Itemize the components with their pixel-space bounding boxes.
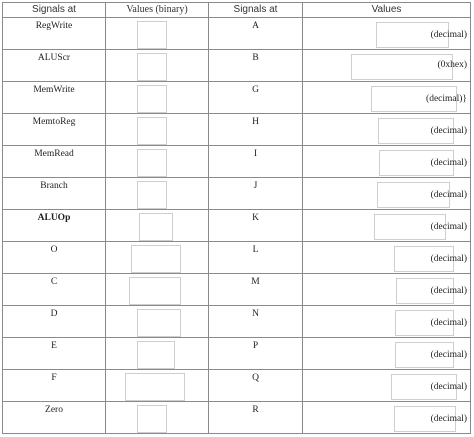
table-row — [3, 210, 471, 242]
signal-name-cell — [3, 18, 106, 50]
signal-name: Branch — [40, 181, 68, 191]
signal-letter-cell — [209, 18, 303, 50]
signal-letter: H — [252, 117, 259, 127]
signal-name-cell — [3, 50, 106, 82]
value-unit-label: (decimal) — [430, 254, 467, 264]
value-cell — [303, 146, 471, 178]
table-row — [3, 18, 471, 50]
value-unit-label: (decimal) — [430, 158, 467, 168]
value-cell — [303, 402, 471, 434]
signal-letter-cell — [209, 242, 303, 274]
binary-value-input[interactable] — [137, 21, 167, 49]
value-unit-label: (decimal) — [430, 382, 467, 392]
value-cell — [303, 210, 471, 242]
binary-value-input[interactable] — [137, 309, 181, 337]
signal-name: MemtoReg — [32, 117, 76, 127]
value-unit-label: (decimal) — [430, 126, 467, 136]
value-unit-label: (decimal) — [430, 414, 467, 424]
binary-value-cell — [106, 210, 209, 242]
binary-value-input[interactable] — [137, 85, 167, 113]
signal-name: ALUScr — [37, 53, 71, 63]
signal-name: O — [50, 245, 58, 255]
binary-value-input[interactable] — [131, 245, 181, 273]
binary-value-input[interactable] — [139, 213, 173, 241]
value-cell — [303, 82, 471, 114]
value-unit-label: (decimal) — [430, 286, 467, 296]
signal-name-cell — [3, 402, 106, 434]
value-cell — [303, 306, 471, 338]
binary-value-input[interactable] — [137, 117, 167, 145]
binary-value-cell — [106, 50, 209, 82]
binary-value-input[interactable] — [125, 373, 185, 401]
signal-name: F — [51, 373, 57, 383]
signal-name: D — [50, 309, 58, 319]
value-unit-label: (decimal) — [430, 318, 467, 328]
signal-name: MemRead — [34, 149, 74, 159]
signal-name-cell — [3, 306, 106, 338]
table-row — [3, 114, 471, 146]
value-unit-label: (decimal)} — [426, 94, 467, 104]
value-cell — [303, 274, 471, 306]
table-row — [3, 274, 471, 306]
signal-name: C — [50, 277, 58, 287]
header-signals-at-right: Signals at — [209, 3, 303, 18]
signal-letter: Q — [252, 373, 259, 383]
signal-name-cell — [3, 370, 106, 402]
table-row — [3, 338, 471, 370]
signal-letter-cell — [209, 210, 303, 242]
binary-value-cell — [106, 18, 209, 50]
table-row — [3, 402, 471, 434]
signal-name: ALUOp — [37, 213, 71, 223]
signal-letter: N — [252, 309, 259, 319]
value-unit-label: (decimal) — [430, 30, 467, 40]
signal-name: MemWrite — [33, 85, 75, 95]
value-cell — [303, 50, 471, 82]
signal-letter: B — [252, 53, 259, 63]
signal-name-cell — [3, 338, 106, 370]
signal-name: E — [51, 341, 57, 351]
value-unit-label: (0xhex) — [437, 60, 467, 70]
signal-name-cell — [3, 146, 106, 178]
signal-letter-cell — [209, 370, 303, 402]
header-row — [3, 3, 471, 18]
signal-letter: M — [251, 277, 260, 287]
signal-name: RegWrite — [35, 21, 73, 31]
signal-letter: I — [253, 149, 258, 159]
binary-value-cell — [106, 114, 209, 146]
signal-name-cell — [3, 114, 106, 146]
value-cell — [303, 370, 471, 402]
binary-value-cell — [106, 306, 209, 338]
signal-name-cell — [3, 274, 106, 306]
binary-value-input[interactable] — [137, 53, 167, 81]
table-row — [3, 370, 471, 402]
signal-letter-cell — [209, 82, 303, 114]
header-values-binary: Values (binary) — [106, 3, 209, 18]
signal-letter: K — [252, 213, 259, 223]
signal-letter-cell — [209, 178, 303, 210]
table-row — [3, 306, 471, 338]
signal-name-cell — [3, 210, 106, 242]
table-row — [3, 146, 471, 178]
table-row — [3, 178, 471, 210]
signal-letter: G — [252, 85, 259, 95]
binary-value-cell — [106, 178, 209, 210]
value-cell — [303, 114, 471, 146]
binary-value-input[interactable] — [129, 277, 181, 305]
value-cell — [303, 178, 471, 210]
binary-value-cell — [106, 82, 209, 114]
binary-value-cell — [106, 274, 209, 306]
table-row — [3, 82, 471, 114]
value-unit-label: (decimal) — [430, 350, 467, 360]
signal-letter-cell — [209, 114, 303, 146]
binary-value-cell — [106, 338, 209, 370]
signal-letter-cell — [209, 274, 303, 306]
signal-letter: A — [252, 21, 259, 31]
signal-letter-cell — [209, 338, 303, 370]
binary-value-input[interactable] — [137, 405, 167, 433]
table-row — [3, 50, 471, 82]
binary-value-cell — [106, 370, 209, 402]
value-cell — [303, 338, 471, 370]
binary-value-cell — [106, 402, 209, 434]
header-signals-at-left: Signals at — [3, 3, 106, 18]
signal-letter-cell — [209, 306, 303, 338]
signal-letter-cell — [209, 146, 303, 178]
binary-value-input[interactable] — [137, 181, 167, 209]
signal-name-cell — [3, 242, 106, 274]
signals-table — [2, 2, 471, 434]
table-row — [3, 242, 471, 274]
signal-name-cell — [3, 82, 106, 114]
value-cell — [303, 18, 471, 50]
signal-name-cell — [3, 178, 106, 210]
value-unit-label: (decimal) — [430, 222, 467, 232]
signal-letter: J — [253, 181, 258, 191]
signal-letter: R — [252, 405, 259, 415]
header-values: Values — [303, 3, 471, 18]
signal-letter: P — [252, 341, 259, 351]
binary-value-input[interactable] — [137, 149, 167, 177]
signal-letter-cell — [209, 402, 303, 434]
binary-value-cell — [106, 146, 209, 178]
binary-value-cell — [106, 242, 209, 274]
signal-letter-cell — [209, 50, 303, 82]
signal-letter: L — [252, 245, 259, 255]
value-cell — [303, 242, 471, 274]
signal-name: Zero — [45, 405, 63, 415]
binary-value-input[interactable] — [137, 341, 175, 369]
value-unit-label: (decimal) — [430, 190, 467, 200]
